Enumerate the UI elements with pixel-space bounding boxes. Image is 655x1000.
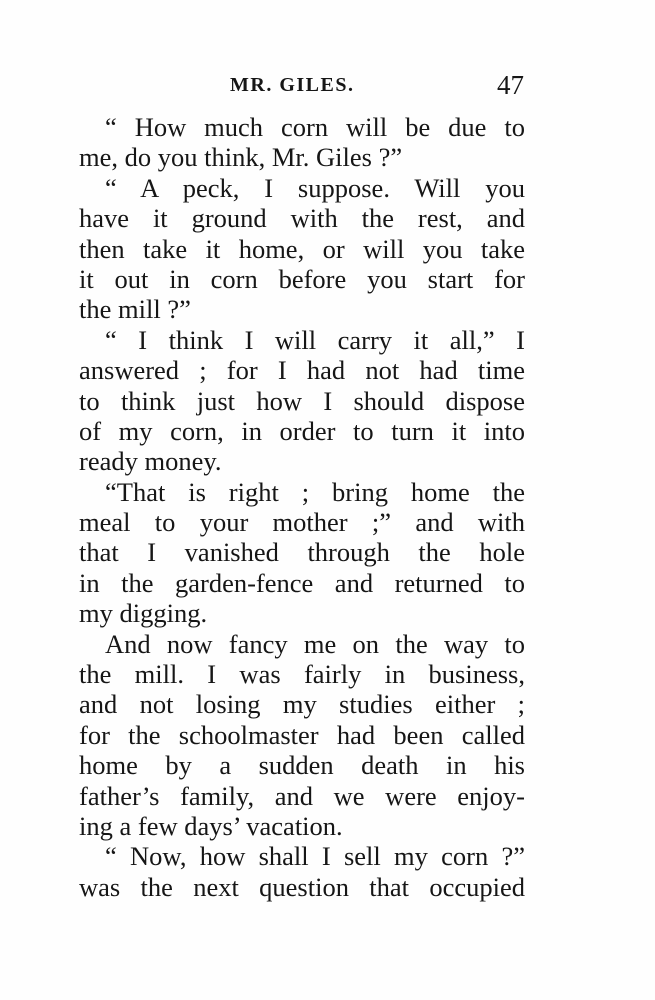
body-text bbox=[79, 112, 525, 902]
text-line: that I vanished through the hole bbox=[79, 537, 525, 568]
text-line: for the schoolmaster had been called bbox=[79, 719, 525, 750]
text-line: “That is right ; bring home the bbox=[105, 476, 525, 507]
text-line: of my corn, in order to turn it into bbox=[79, 415, 525, 446]
text-line: ing a few days’ vacation. bbox=[79, 810, 343, 841]
text-line: home by a sudden death in his bbox=[79, 750, 525, 781]
text-line: then take it home, or will you take bbox=[79, 233, 525, 264]
text-line: the mill ?” bbox=[79, 294, 191, 325]
text-line: father’s family, and we were enjoy- bbox=[79, 780, 525, 811]
text-line: have it ground with the rest, and bbox=[79, 203, 525, 234]
text-line: And now fancy me on the way to bbox=[105, 628, 525, 659]
text-line: my digging. bbox=[79, 598, 208, 629]
text-line: “ Now, how shall I sell my corn ?” bbox=[105, 841, 525, 872]
text-line: the mill. I was fairly in business, bbox=[79, 659, 525, 690]
text-line: “ How much corn will be due to bbox=[105, 112, 525, 142]
running-head bbox=[78, 70, 524, 104]
text-line: it out in corn before you start for bbox=[79, 263, 525, 294]
text-line: ready money. bbox=[79, 446, 222, 477]
text-line: “ I think I will carry it all,” I bbox=[105, 324, 525, 355]
text-line: answered ; for I had not had time bbox=[79, 355, 525, 386]
text-line: was the next question that occupied bbox=[79, 871, 525, 902]
text-line: in the garden-fence and returned to bbox=[79, 567, 525, 598]
text-line: and not losing my studies either ; bbox=[79, 689, 525, 720]
page-number: 47 bbox=[497, 70, 524, 100]
text-line: to think just how I should dispose bbox=[79, 385, 525, 416]
running-title: MR. GILES. bbox=[230, 74, 355, 96]
text-line: meal to your mother ;” and with bbox=[79, 507, 525, 538]
text-line: me, do you think, Mr. Giles ?” bbox=[79, 142, 403, 173]
text-line: “ A peck, I suppose. Will you bbox=[105, 172, 525, 203]
